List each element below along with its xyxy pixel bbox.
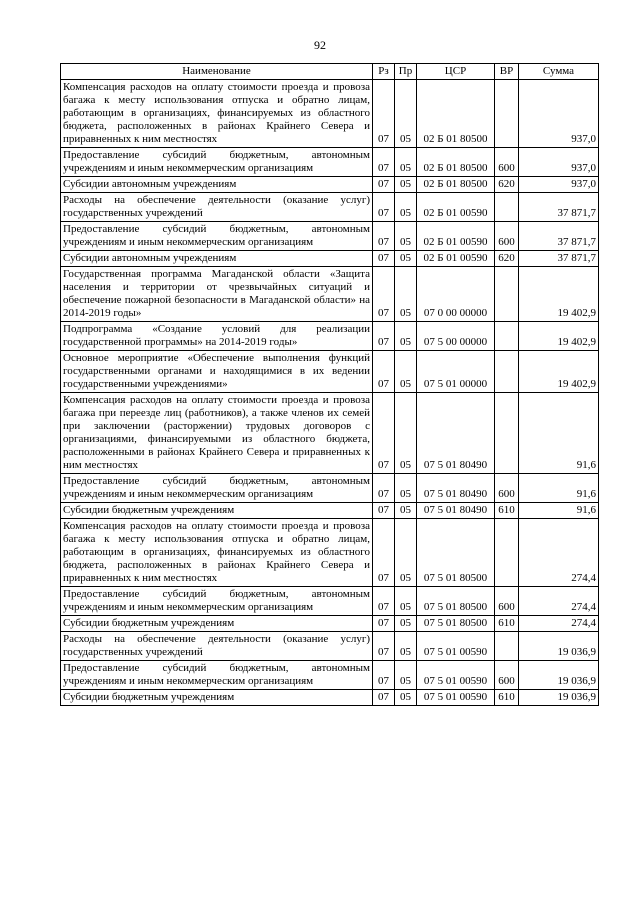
cell-name: Расходы на обеспечение деятельности (оказание услуг) государственных учреждений (61, 632, 373, 661)
cell-pr: 05 (395, 616, 417, 632)
cell-vr (495, 519, 519, 587)
cell-rz: 07 (373, 690, 395, 706)
cell-sum: 937,0 (519, 148, 599, 177)
cell-rz: 07 (373, 193, 395, 222)
cell-rz: 07 (373, 503, 395, 519)
cell-name: Основное мероприятие «Обеспечение выполнения функций государственными органами и находящимися в их ведении государственными учреждениями» (61, 351, 373, 393)
table-row (61, 474, 599, 503)
table-row (61, 503, 599, 519)
table-row (61, 616, 599, 632)
cell-vr (495, 80, 519, 148)
cell-pr: 05 (395, 661, 417, 690)
cell-sum: 937,0 (519, 80, 599, 148)
cell-csr: 07 5 01 00590 (417, 661, 495, 690)
cell-vr: 600 (495, 222, 519, 251)
cell-name: Субсидии бюджетным учреждениям (61, 616, 373, 632)
table-body (61, 80, 599, 706)
cell-vr (495, 322, 519, 351)
cell-pr: 05 (395, 193, 417, 222)
cell-vr: 610 (495, 503, 519, 519)
cell-pr: 05 (395, 222, 417, 251)
cell-rz: 07 (373, 616, 395, 632)
cell-sum: 274,4 (519, 616, 599, 632)
cell-vr (495, 193, 519, 222)
cell-vr (495, 267, 519, 322)
cell-vr: 600 (495, 474, 519, 503)
cell-rz: 07 (373, 177, 395, 193)
cell-pr: 05 (395, 322, 417, 351)
cell-csr: 07 5 01 80500 (417, 519, 495, 587)
cell-name: Предоставление субсидий бюджетным, автономным учреждениям и иным некоммерческим организациям (61, 661, 373, 690)
header-name: Наименование (61, 64, 373, 80)
cell-rz: 07 (373, 251, 395, 267)
cell-csr: 07 5 01 80500 (417, 587, 495, 616)
table-row (61, 222, 599, 251)
cell-name: Компенсация расходов на оплату стоимости проезда и провоза багажа при переезде лиц (работников), а также членов их семей при заключении (расторжении) трудовых договоров с организациями, финансируемыми из областного бюджета, расположенными в районах Крайнего Севера и приравненных к ним местностях (61, 393, 373, 474)
cell-csr: 07 5 01 00590 (417, 632, 495, 661)
table-row (61, 267, 599, 322)
header-csr: ЦСР (417, 64, 495, 80)
cell-csr: 02 Б 01 00590 (417, 251, 495, 267)
cell-pr: 05 (395, 393, 417, 474)
header-row (61, 64, 599, 80)
cell-rz: 07 (373, 474, 395, 503)
cell-pr: 05 (395, 474, 417, 503)
cell-pr: 05 (395, 690, 417, 706)
cell-vr: 610 (495, 690, 519, 706)
table-row (61, 661, 599, 690)
table-row (61, 587, 599, 616)
table-row (61, 80, 599, 148)
cell-rz: 07 (373, 519, 395, 587)
cell-vr: 620 (495, 251, 519, 267)
header-vr: ВР (495, 64, 519, 80)
cell-sum: 19 036,9 (519, 690, 599, 706)
table-header (61, 64, 599, 80)
cell-sum: 274,4 (519, 587, 599, 616)
cell-name: Государственная программа Магаданской области «Защита населения и территории от чрезвычайных ситуаций и обеспечение пожарной безопасности в Магаданской области» на 2014-2019 годы» (61, 267, 373, 322)
cell-rz: 07 (373, 587, 395, 616)
cell-pr: 05 (395, 251, 417, 267)
cell-sum: 37 871,7 (519, 193, 599, 222)
cell-csr: 02 Б 01 80500 (417, 148, 495, 177)
cell-vr: 600 (495, 587, 519, 616)
cell-csr: 02 Б 01 00590 (417, 193, 495, 222)
table-row (61, 148, 599, 177)
cell-rz: 07 (373, 148, 395, 177)
cell-vr: 600 (495, 661, 519, 690)
table-row (61, 351, 599, 393)
cell-name: Субсидии бюджетным учреждениям (61, 690, 373, 706)
table-row (61, 690, 599, 706)
cell-rz: 07 (373, 80, 395, 148)
cell-vr (495, 393, 519, 474)
cell-sum: 19 402,9 (519, 351, 599, 393)
header-pr: Пр (395, 64, 417, 80)
cell-pr: 05 (395, 351, 417, 393)
cell-sum: 19 036,9 (519, 632, 599, 661)
cell-name: Подпрограмма «Создание условий для реализации государственной программы» на 2014-2019 годы» (61, 322, 373, 351)
table-row (61, 177, 599, 193)
cell-rz: 07 (373, 267, 395, 322)
cell-name: Субсидии автономным учреждениям (61, 177, 373, 193)
cell-csr: 02 Б 01 80500 (417, 177, 495, 193)
cell-csr: 07 5 01 80490 (417, 474, 495, 503)
cell-vr (495, 351, 519, 393)
cell-sum: 91,6 (519, 503, 599, 519)
cell-pr: 05 (395, 148, 417, 177)
cell-csr: 07 5 01 00590 (417, 690, 495, 706)
cell-name: Предоставление субсидий бюджетным, автономным учреждениям и иным некоммерческим организациям (61, 148, 373, 177)
cell-rz: 07 (373, 351, 395, 393)
cell-csr: 02 Б 01 00590 (417, 222, 495, 251)
cell-csr: 07 5 00 00000 (417, 322, 495, 351)
cell-csr: 07 5 01 80500 (417, 616, 495, 632)
table-row (61, 519, 599, 587)
cell-csr: 02 Б 01 80500 (417, 80, 495, 148)
cell-rz: 07 (373, 222, 395, 251)
table-row (61, 632, 599, 661)
cell-sum: 19 402,9 (519, 267, 599, 322)
table-row (61, 322, 599, 351)
cell-sum: 37 871,7 (519, 251, 599, 267)
cell-pr: 05 (395, 632, 417, 661)
cell-pr: 05 (395, 177, 417, 193)
cell-name: Предоставление субсидий бюджетным, автономным учреждениям и иным некоммерческим организациям (61, 474, 373, 503)
cell-name: Предоставление субсидий бюджетным, автономным учреждениям и иным некоммерческим организациям (61, 222, 373, 251)
cell-sum: 937,0 (519, 177, 599, 193)
cell-sum: 19 036,9 (519, 661, 599, 690)
table-row (61, 393, 599, 474)
header-rz: Рз (373, 64, 395, 80)
cell-vr (495, 632, 519, 661)
cell-rz: 07 (373, 322, 395, 351)
cell-sum: 37 871,7 (519, 222, 599, 251)
cell-name: Субсидии автономным учреждениям (61, 251, 373, 267)
header-sum: Сумма (519, 64, 599, 80)
cell-sum: 91,6 (519, 393, 599, 474)
cell-rz: 07 (373, 632, 395, 661)
cell-pr: 05 (395, 267, 417, 322)
cell-csr: 07 0 00 00000 (417, 267, 495, 322)
cell-pr: 05 (395, 80, 417, 148)
cell-csr: 07 5 01 80490 (417, 503, 495, 519)
cell-rz: 07 (373, 661, 395, 690)
cell-name: Субсидии бюджетным учреждениям (61, 503, 373, 519)
page-number: 92 (314, 38, 326, 52)
cell-name: Компенсация расходов на оплату стоимости проезда и провоза багажа к месту использования отпуска и обратно лицам, работающим в организациях, финансируемых из областного бюджета, расположенных в районах Крайнего Севера и приравненных к ним местностях (61, 519, 373, 587)
table-row (61, 193, 599, 222)
cell-pr: 05 (395, 519, 417, 587)
cell-csr: 07 5 01 00000 (417, 351, 495, 393)
cell-name: Расходы на обеспечение деятельности (оказание услуг) государственных учреждений (61, 193, 373, 222)
cell-sum: 19 402,9 (519, 322, 599, 351)
budget-table (60, 63, 599, 706)
cell-rz: 07 (373, 393, 395, 474)
cell-vr: 600 (495, 148, 519, 177)
cell-sum: 274,4 (519, 519, 599, 587)
cell-csr: 07 5 01 80490 (417, 393, 495, 474)
table-row (61, 251, 599, 267)
cell-pr: 05 (395, 503, 417, 519)
cell-vr: 620 (495, 177, 519, 193)
cell-vr: 610 (495, 616, 519, 632)
cell-name: Предоставление субсидий бюджетным, автономным учреждениям и иным некоммерческим организациям (61, 587, 373, 616)
cell-pr: 05 (395, 587, 417, 616)
cell-sum: 91,6 (519, 474, 599, 503)
cell-name: Компенсация расходов на оплату стоимости проезда и провоза багажа к месту использования отпуска и обратно лицам, работающим в организациях, финансируемых из областного бюджета, расположенных в районах Крайнего Севера и приравненных к ним местностях (61, 80, 373, 148)
